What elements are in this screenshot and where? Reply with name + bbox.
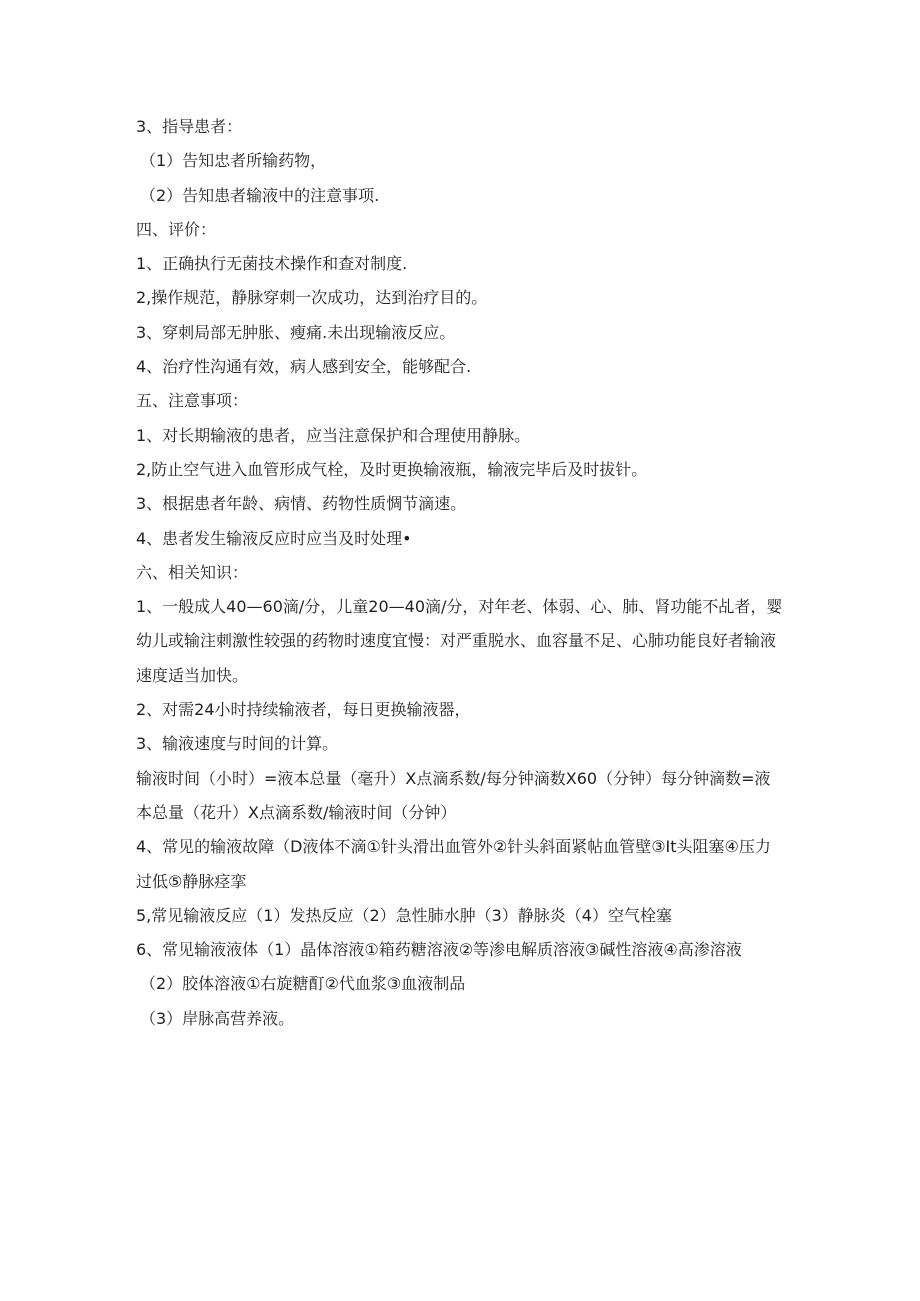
paragraph-block: 6、常见输液液体（1）晶体溶液①箱药糖溶液②等渗电解质溶液③碱性溶液④高渗溶液: [136, 940, 742, 960]
paragraph-line: 4、治疗性沟通有效，病人感到安全，能够配合.: [136, 357, 472, 377]
paragraph-line: （3）岸脉高营养液。: [140, 1008, 295, 1028]
formula-block: 输液时间（小时）=液本总量（毫升）X点滴系数/每分钟滴数X60（分钟）每分钟滴数=液本总量（花升）X点滴系数/输液时间（分钟）: [136, 768, 771, 822]
paragraph-line: 2,防止空气进入血管形成气栓，及时更换输液瓶，输液完毕后及时拔针。: [136, 459, 648, 479]
paragraph-line: 3、穿刺局部无肿胀、瘦痛.未出现输液反应。: [136, 322, 456, 342]
section-heading-notes: 五、注意事项：: [136, 391, 249, 411]
paragraph-line: 4、患者发生输液反应时应当及时处理•: [136, 528, 412, 548]
section-heading-knowledge: 六、相关知识：: [136, 562, 249, 582]
paragraph-line: 5,常见输液反应（1）发热反应（2）急性肺水肿（3）静脉炎（4）空气栓塞: [136, 905, 672, 925]
paragraph-line: 1、对长期输液的患者，应当注意保护和合理使用静脉。: [136, 425, 531, 445]
paragraph-line: 2,操作规范，静脉穿刺一次成功，达到治疗目的。: [136, 288, 488, 308]
paragraph-block: 4、常见的输液故障（D液体不滴①针头滑出血管外②针头斜面紧帖血管壁③It头阻塞④压力过低⑤静脉痉挛: [136, 837, 771, 891]
paragraph-block: 1、一般成人40—60滴/分，儿童20—40滴/分，对年老、体弱、心、肺、肾功能不乩者，婴幼儿或输注刺激性较强的药物时速度宜慢：对严重脱水、血容量不足、心肺功能良好者输液速度适当加快。: [136, 597, 783, 685]
paragraph-line: 2、对需24小时持续输液者，每日更换输液器，: [136, 700, 471, 720]
paragraph-line: 3、输液速度与时间的计算。: [136, 734, 339, 754]
paragraph-line: 3、根据患者年龄、病情、药物性质惆节滴速。: [136, 494, 467, 514]
paragraph-line: （1）告知忠者所输药物，: [140, 151, 327, 171]
section-3-heading: 3、指导患者：: [136, 117, 243, 136]
section-heading-evaluation: 四、评价：: [136, 219, 217, 239]
paragraph-line: （2）告知患者输液中的注意事项.: [140, 185, 380, 205]
document-body: [136, 110, 786, 1036]
paragraph-line: （2）胶体溶液①右旋糖酊②代血浆③血液制品: [140, 974, 466, 994]
paragraph-line: 1、正确执行无菌技术操作和查对制度.: [136, 254, 408, 274]
